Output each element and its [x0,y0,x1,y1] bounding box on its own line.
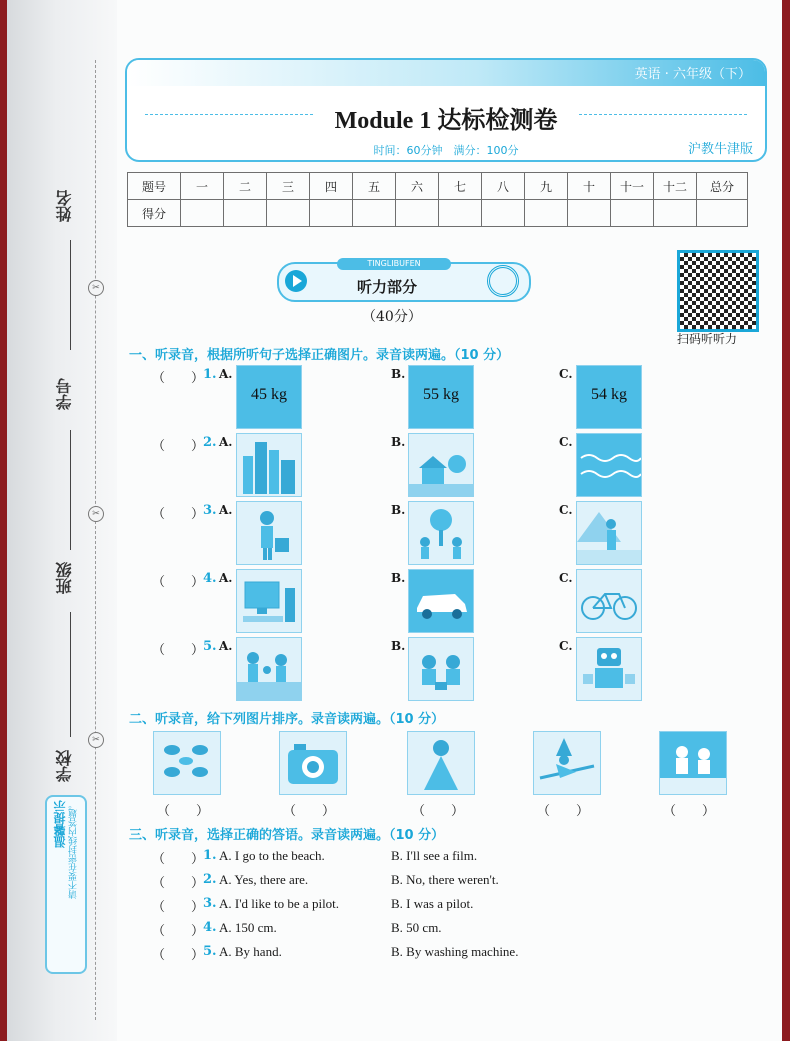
target-icon [487,265,519,297]
warm-tip-text: 请不要在密封线内答题。 [69,800,79,899]
computer-icon[interactable] [236,569,302,633]
seal-line [95,60,96,1020]
bicycle-icon[interactable] [576,569,642,633]
score-column: 总分 [697,173,748,200]
qr-code-icon[interactable] [677,250,759,332]
answer-option-a[interactable]: A. Yes, there are. [219,872,309,887]
score-column: 六 [396,173,439,200]
answer-bracket[interactable]: （ ） [152,643,205,658]
score-cell[interactable] [697,200,748,227]
answer-option-a[interactable]: A. By hand. [219,944,282,959]
worker-bucket-icon[interactable] [236,501,302,565]
answer-option-b[interactable]: B. 50 cm. [391,920,442,935]
answer-option-a[interactable]: A. I go to the beach. [219,848,325,863]
name-line [70,240,71,350]
question-number: 5. [203,944,217,959]
seal-mark-icon: ✂ [88,506,104,522]
score-row-label: 得分 [128,200,181,227]
option-label: A. [219,571,233,585]
answer-bracket[interactable]: （ ） [152,575,205,590]
score-table [127,172,748,227]
answer-bracket[interactable]: （ ） [152,948,205,963]
camera-icon[interactable] [279,731,347,795]
section1-title: 一、听录音，根据所听句子选择正确图片。录音读两遍。（10 分） [129,348,510,363]
option-label: B. [391,503,406,517]
score-cell[interactable] [439,200,482,227]
score-cell[interactable] [568,200,611,227]
option-label: C. [559,503,573,517]
order-blank[interactable]: （ ） [537,804,590,819]
answer-bracket[interactable]: （ ） [152,876,205,891]
hiker-snow-icon[interactable] [576,501,642,565]
score-cell[interactable] [181,200,224,227]
score-column: 三 [267,173,310,200]
dinosaurs-icon[interactable] [153,731,221,795]
section2-title: 二、听录音，给下列图片排序。录音读两遍。（10 分） [129,712,445,727]
option-label: B. [391,571,406,585]
weight-label: 55 kg [423,386,459,403]
option-label: A. [219,639,233,653]
question-number: 1. [203,367,217,382]
qr-label: 扫码听听力 [677,332,738,346]
answer-option-b[interactable]: B. No, there weren't. [391,872,499,887]
countryside-house-icon[interactable] [408,433,474,497]
answer-option-b[interactable]: B. I was a pilot. [391,896,474,911]
answer-bracket[interactable]: （ ） [152,924,205,939]
seal-mark-icon: ✂ [88,280,104,296]
kids-playing-icon[interactable] [408,637,474,701]
robot-toy-icon[interactable] [576,637,642,701]
score-column: 七 [439,173,482,200]
witch-broom-icon[interactable] [533,731,601,795]
score-cell[interactable] [396,200,439,227]
score-cell[interactable] [353,200,396,227]
grade-label: 英语 · 六年级（下） [634,67,751,82]
score-value-row [128,200,748,227]
order-blank[interactable]: （ ） [663,804,716,819]
answer-bracket[interactable]: （ ） [152,852,205,867]
option-label: A. [219,503,233,517]
answer-bracket[interactable]: （ ） [152,900,205,915]
family-picnic-icon[interactable] [236,637,302,701]
option-label: B. [391,367,406,381]
question-number: 1. [203,848,217,863]
school-label: 学校 [55,750,74,782]
student-id-line [70,430,71,550]
score-header-row [128,173,748,200]
score-header-label: 题号 [128,173,181,200]
score-column: 二 [224,173,267,200]
time-info: 时间：60分钟 满分：100分 [373,144,519,157]
score-cell[interactable] [525,200,568,227]
score-column: 八 [482,173,525,200]
question-number: 2. [203,872,217,887]
option-image[interactable] [576,365,642,429]
score-cell[interactable] [654,200,697,227]
score-cell[interactable] [611,200,654,227]
question-number: 3. [203,896,217,911]
option-label: C. [559,571,573,585]
score-column: 一 [181,173,224,200]
car-icon[interactable] [408,569,474,633]
student-id-label: 学号 [55,378,74,410]
sea-waves-icon[interactable] [576,433,642,497]
answer-option-b[interactable]: B. By washing machine. [391,944,519,959]
exam-header [125,58,767,162]
question-number: 5. [203,639,217,654]
score-column: 五 [353,173,396,200]
answer-option-b[interactable]: B. I'll see a film. [391,848,478,863]
listening-title: 听力部分 [356,278,417,296]
edition-label: 沪教牛津版 [687,142,753,157]
option-label: B. [391,639,406,653]
weight-label: 54 kg [591,386,627,403]
answer-bracket[interactable]: （ ） [152,439,205,454]
score-cell[interactable] [310,200,353,227]
seal-mark-icon: ✂ [88,732,104,748]
page-title: Module 1 达标检测卷 [334,108,558,134]
score-cell[interactable] [224,200,267,227]
score-column: 十一 [611,173,654,200]
name-label: 姓名 [55,190,74,222]
order-blank[interactable]: （ ） [157,804,210,819]
section3-title: 三、听录音，选择正确的答语。录音读两遍。（10 分） [129,828,445,843]
banner-pinyin: TINGLIBUFEN [337,258,451,270]
answer-bracket[interactable]: （ ） [152,371,205,386]
boys-snow-icon[interactable] [659,731,727,795]
score-column: 九 [525,173,568,200]
princess-icon[interactable] [407,731,475,795]
order-blank[interactable]: （ ） [412,804,465,819]
option-label: C. [559,639,573,653]
option-label: A. [219,367,233,381]
class-line [70,612,71,737]
weight-label: 45 kg [251,386,287,403]
children-planting-icon[interactable] [408,501,474,565]
score-cell[interactable] [482,200,525,227]
city-buildings-icon[interactable] [236,433,302,497]
score-column: 十二 [654,173,697,200]
play-icon[interactable] [285,270,307,292]
exam-page [7,0,782,1041]
option-image[interactable] [408,365,474,429]
class-label: 班级 [55,562,74,594]
answer-option-a[interactable]: A. I'd like to be a pilot. [219,896,340,911]
order-blank[interactable]: （ ） [283,804,336,819]
answer-option-a[interactable]: A. 150 cm. [219,920,277,935]
question-number: 3. [203,503,217,518]
answer-bracket[interactable]: （ ） [152,507,205,522]
listening-points: （40分） [362,309,422,325]
score-cell[interactable] [267,200,310,227]
question-number: 4. [203,920,217,935]
score-column: 十 [568,173,611,200]
question-number: 4. [203,571,217,586]
score-column: 四 [310,173,353,200]
option-label: C. [559,367,573,381]
option-label: C. [559,435,573,449]
question-number: 2. [203,435,217,450]
option-image[interactable] [236,365,302,429]
warm-tip-title: 温馨提示 [53,800,67,848]
option-label: A. [219,435,233,449]
option-label: B. [391,435,406,449]
